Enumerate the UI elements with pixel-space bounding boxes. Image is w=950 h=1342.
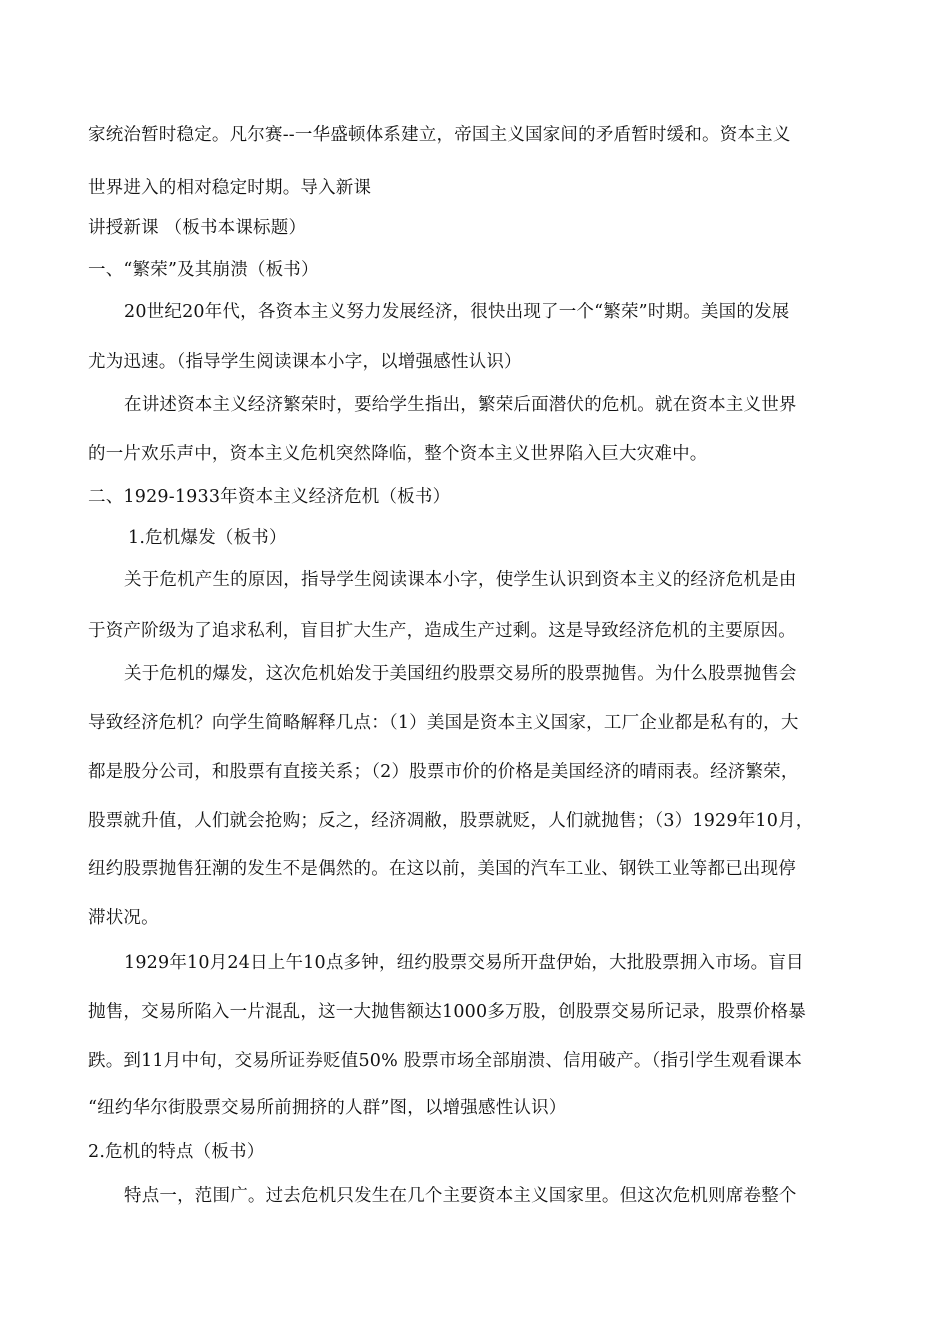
section-intro-line: 讲授新课 （板书本课标题）	[88, 218, 307, 238]
paragraph-line: 特点一，范围广。过去危机只发生在几个主要资本主义国家里。但这次危机则席卷整个	[124, 1186, 797, 1206]
paragraph-line: 导致经济危机？向学生简略解释几点：（1）美国是资本主义国家，工厂企业都是私有的，大	[88, 713, 799, 733]
paragraph-line: 抛售，交易所陷入一片混乱，这一大抛售额达1000多万股，创股票交易所记录，股票价格暴	[88, 1002, 806, 1022]
paragraph-line: 1929年10月24日上午10点多钟，纽约股票交易所开盘伊始，大批股票拥入市场。盲目	[124, 953, 804, 973]
subsection-heading: 2.危机的特点（板书）	[88, 1142, 265, 1162]
paragraph-line: 家统治暂时稳定。凡尔赛--一华盛顿体系建立，帝国主义国家间的矛盾暂时缓和。资本主义	[88, 125, 791, 145]
paragraph-line: 关于危机产生的原因，指导学生阅读课本小字，使学生认识到资本主义的经济危机是由	[124, 570, 797, 590]
subsection-heading: 1.危机爆发（板书）	[128, 528, 287, 548]
paragraph-line: 于资产阶级为了追求私利，盲目扩大生产，造成生产过剩。这是导致经济危机的主要原因。	[88, 621, 796, 641]
paragraph-line: 股票就升值，人们就会抢购；反之，经济凋敝，股票就贬，人们就抛售；（3）1929年10月，	[88, 811, 814, 831]
paragraph-line: 在讲述资本主义经济繁荣时，要给学生指出，繁荣后面潜伏的危机。就在资本主义世界	[124, 395, 797, 415]
paragraph-line: 世界进入的相对稳定时期。导入新课	[88, 178, 372, 198]
section-heading: 二、1929-1933年资本主义经济危机（板书）	[88, 487, 451, 507]
paragraph-line: 跌。到11月中旬，交易所证券贬值50% 股票市场全部崩溃、信用破产。（指引学生观看课本	[88, 1051, 803, 1071]
paragraph-line: “纽约华尔街股票交易所前拥挤的人群”图，以增强感性认识）	[88, 1098, 567, 1118]
paragraph-line: 尤为迅速。（指导学生阅读课本小字，以增强感性认识）	[88, 352, 522, 372]
section-heading: 一、“繁荣”及其崩溃（板书）	[88, 260, 319, 280]
paragraph-line: 20世纪20年代，各资本主义努力发展经济，很快出现了一个“繁荣”时期。美国的发展	[124, 302, 790, 322]
paragraph-line: 的一片欢乐声中，资本主义危机突然降临，整个资本主义世界陷入巨大灾难中。	[88, 444, 708, 464]
paragraph-line: 纽约股票抛售狂潮的发生不是偶然的。在这以前，美国的汽车工业、钢铁工业等都已出现停	[88, 859, 796, 879]
paragraph-line: 滞状况。	[88, 908, 159, 928]
paragraph-line: 都是股分公司，和股票有直接关系；（2）股票市价的价格是美国经济的晴雨表。经济繁荣，	[88, 762, 799, 782]
paragraph-line: 关于危机的爆发，这次危机始发于美国纽约股票交易所的股票抛售。为什么股票抛售会	[124, 664, 797, 684]
